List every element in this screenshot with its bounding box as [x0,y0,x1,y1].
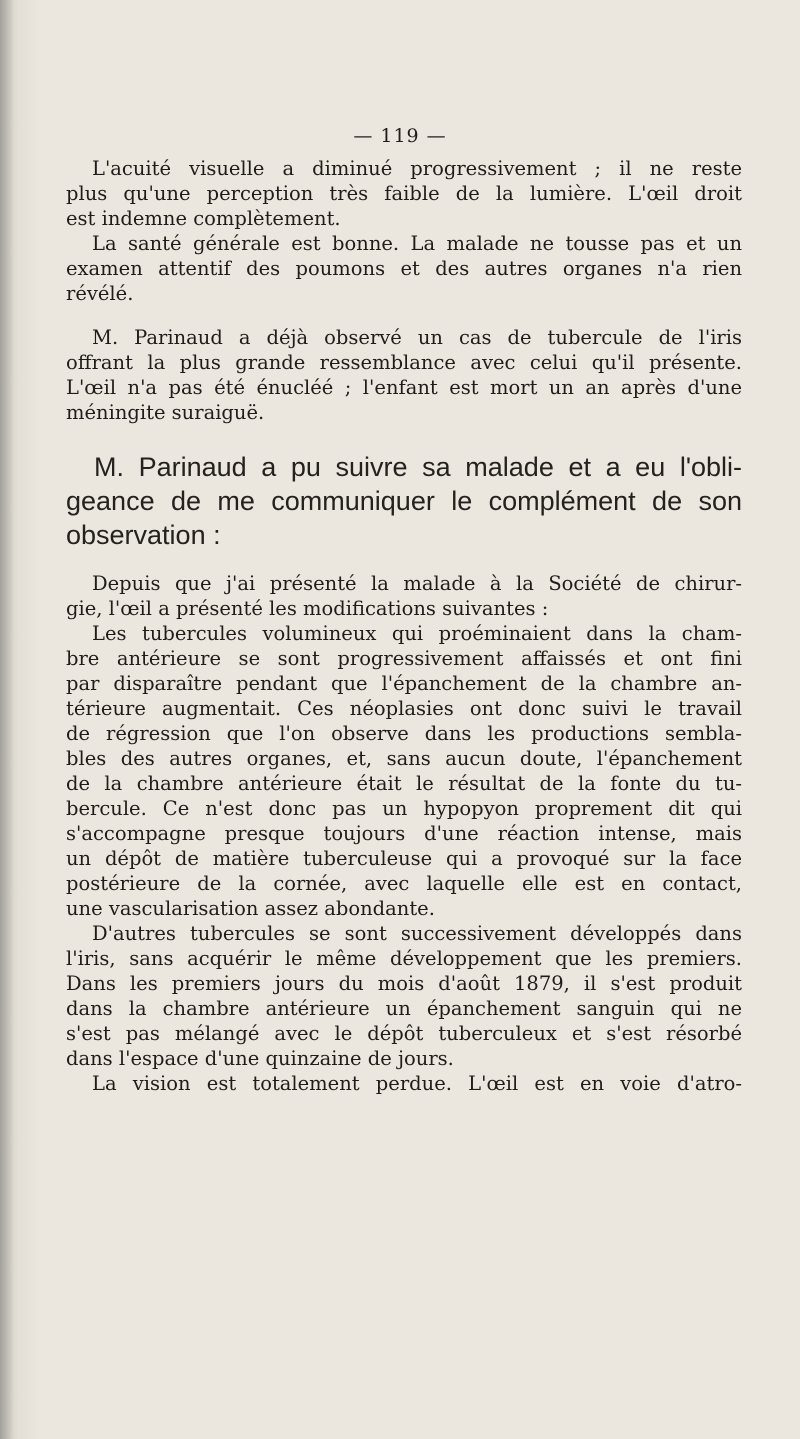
text-line: dans l'espace d'une quinzaine de jours. [66,1047,454,1070]
intro-line: observation : [66,520,221,550]
text-line: La santé générale est bonne. La malade ne tousse pas et un [92,232,742,255]
text-line: bles des autres organes, et, sans aucun doute, l'épanchement [66,747,742,770]
text-line: méningite suraiguë. [66,401,265,424]
page-binding-shadow [0,0,14,1439]
text-line: M. Parinaud a déjà observé un cas de tubercule de l'iris [92,326,742,349]
text-line: révélé. [66,282,134,305]
text-line: de régression que l'on observe dans les productions sembla- [66,722,742,745]
text-line: postérieure de la cornée, avec laquelle elle est en contact, [66,872,742,895]
text-line: dans la chambre antérieure un épanchement sanguin qui ne [66,997,742,1020]
text-line: plus qu'une perception très faible de la lumière. L'œil droit [66,182,742,205]
intro-line: geance de me communiquer le complément de son [66,486,742,516]
intro-line: M. Parinaud a pu suivre sa malade et a eu l'obli- [94,452,742,482]
page-number: — 119 — [353,125,447,147]
text-line: L'acuité visuelle a diminué progressivement ; il ne reste [92,157,742,180]
text-line: l'iris, sans acquérir le même développement que les premiers. [66,947,742,970]
text-line: une vascularisation assez abondante. [66,897,435,920]
text-line: D'autres tubercules se sont successivement développés dans [92,922,742,945]
text-line: de la chambre antérieure était le résultat de la fonte du tu- [66,772,742,795]
text-line: Depuis que j'ai présenté la malade à la Société de chirur- [92,572,742,595]
text-line: L'œil n'a pas été énucléé ; l'enfant est mort un an après d'une [66,376,742,399]
text-line: s'est pas mélangé avec le dépôt tuberculeux et s'est résorbé [66,1022,742,1045]
text-line: est indemne complètement. [66,207,341,230]
text-line: offrant la plus grande ressemblance avec celui qu'il présente. [66,351,742,374]
text-line: La vision est totalement perdue. L'œil est en voie d'atro- [92,1072,742,1095]
text-line: bre antérieure se sont progressivement affaissés et ont fini [66,647,742,670]
text-line: examen attentif des poumons et des autres organes n'a rien [66,257,742,280]
text-line: Les tubercules volumineux qui proéminaient dans la cham- [92,622,742,645]
text-line: Dans les premiers jours du mois d'août 1879, il s'est produit [66,972,742,995]
text-line: gie, l'œil a présenté les modifications suivantes : [66,597,549,620]
text-line: bercule. Ce n'est donc pas un hypopyon proprement dit qui [66,797,742,820]
text-line: par disparaître pendant que l'épanchement de la chambre an- [66,672,742,695]
text-line: un dépôt de matière tuberculeuse qui a provoqué sur la face [66,847,742,870]
text-line: s'accompagne presque toujours d'une réaction intense, mais [66,822,742,845]
text-line: térieure augmentait. Ces néoplasies ont donc suivi le travail [66,697,742,720]
